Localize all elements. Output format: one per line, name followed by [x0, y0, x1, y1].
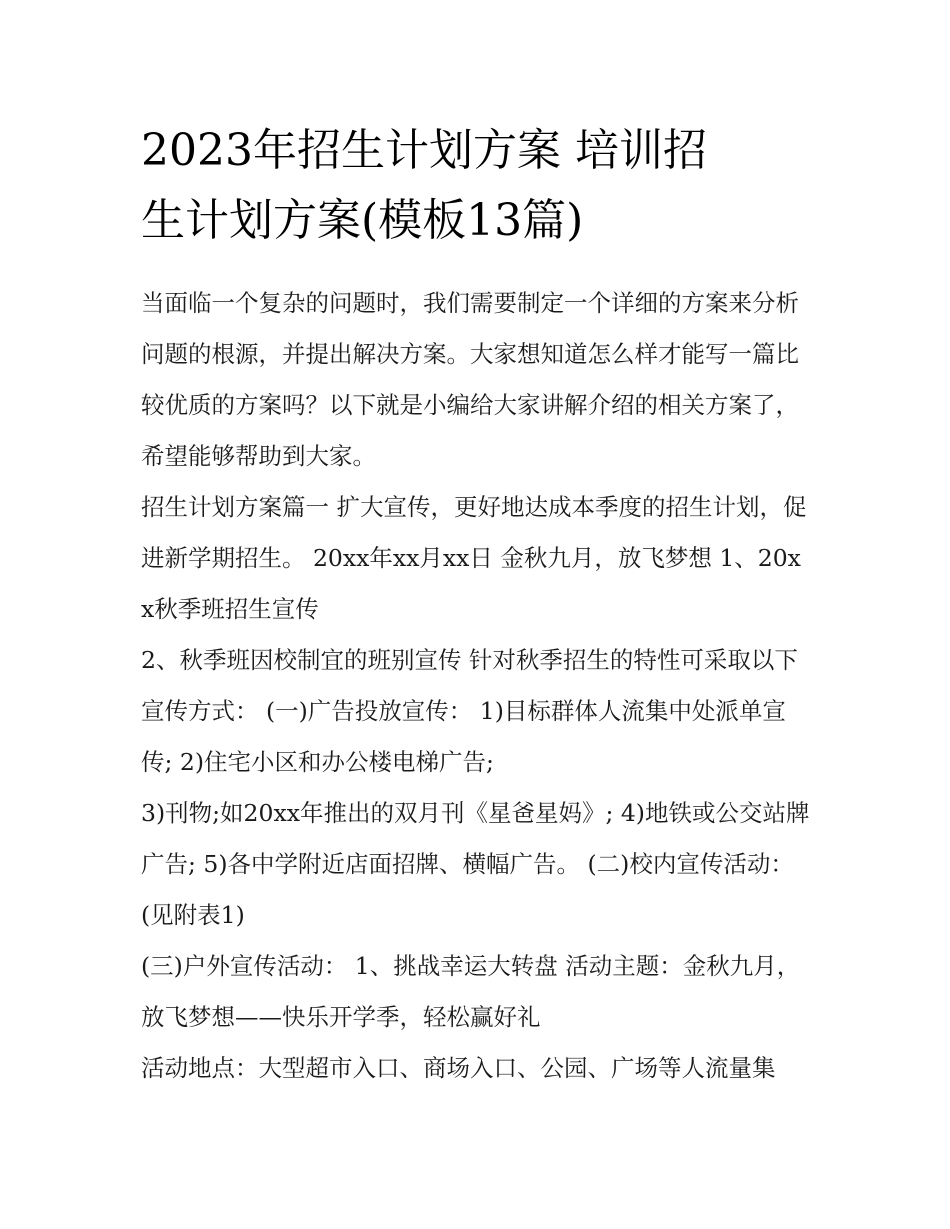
document-body — [141, 278, 813, 1094]
title-line-1: 2023年招生计划方案 培训招 — [141, 125, 707, 176]
paragraph-activity-location: 活动地点：大型超市入口、商场入口、公园、广场等人流量集 — [141, 1054, 776, 1082]
title-line-2: 生计划方案(模板13篇) — [141, 195, 584, 246]
paragraph-plan-one: 招生计划方案篇一 扩大宣传，更好地达成本季度的招生计划，促进新学期招生。 20xx年xx月xx日 金秋九月，放飞梦想 1、20xx秋季班招生宣传 — [141, 493, 807, 623]
paragraph-publications: 3)刊物;如20xx年推出的双月刊《星爸星妈》; 4)地铁或公交站牌广告; 5)各中学附近店面招牌、横幅广告。 (二)校内宣传活动：(见附表1) — [141, 799, 810, 929]
paragraph-autumn-class: 2、秋季班因校制宜的班别宣传 针对秋季招生的特性可采取以下宣传方式： (一)广告投放宣传： 1)目标群体人流集中处派单宣传; 2)住宅小区和办公楼电梯广告; — [141, 646, 798, 776]
document-title — [141, 116, 821, 256]
paragraph-intro: 当面临一个复杂的问题时，我们需要制定一个详细的方案来分析问题的根源，并提出解决方案。大家想知道怎么样才能写一篇比较优质的方案吗？以下就是小编给大家讲解介绍的相关方案了，希望能够帮助到大家。 — [141, 289, 799, 470]
paragraph-outdoor-activity: (三)户外宣传活动： 1、挑战幸运大转盘 活动主题：金秋九月，放飞梦想——快乐开学季，轻松赢好礼 — [141, 952, 801, 1031]
